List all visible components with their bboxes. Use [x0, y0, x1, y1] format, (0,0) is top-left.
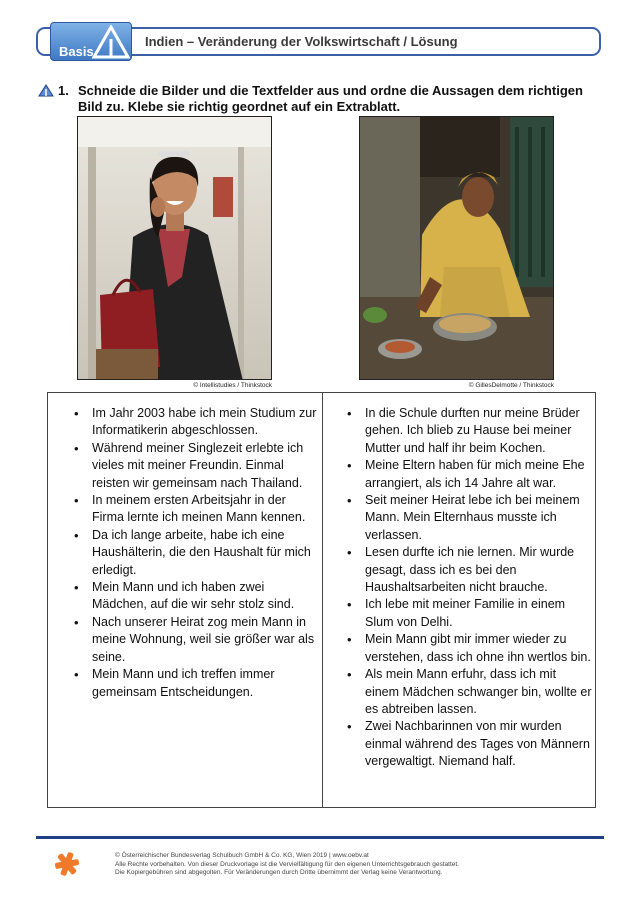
- list-item: • Im Jahr 2003 habe ich mein Studium zur Informatikerin abgeschlossen.: [72, 405, 320, 440]
- oebv-star-logo: [54, 851, 80, 877]
- photo-woman-cooking: [359, 116, 554, 380]
- footer-copyright: [115, 852, 459, 878]
- left-column: [72, 405, 320, 701]
- page-title: Indien – Veränderung der Volkswirtschaft / Lösung: [145, 34, 458, 49]
- statements-table: [47, 392, 596, 808]
- photo-credit: © Intellistudies / Thinkstock: [193, 382, 272, 389]
- badge-triangle-icon: [92, 25, 130, 59]
- badge-label: Basis: [59, 44, 94, 59]
- photo-credit: © GillesDelmotte / Thinkstock: [468, 382, 554, 389]
- list-item: • Mein Mann und ich haben zwei Mädchen, auf die wir sehr stolz sind.: [72, 579, 320, 614]
- list-item: • Ich lebe mit meiner Familie in einem Slum von Delhi.: [345, 596, 593, 631]
- footer-line: Die Kopiergebühren sind abgegolten. Für Veränderungen durch Dritte übernimmt der Verlag keine Verantwortung.: [115, 869, 443, 877]
- list-item: • Da ich lange arbeite, habe ich eine Haushälterin, die den Haushalt für mich erledigt.: [72, 527, 320, 579]
- footer-rule: [36, 836, 604, 839]
- list-item: • Als mein Mann erfuhr, dass ich mit einem Mädchen schwanger bin, wollte er es abtreiben lassen.: [345, 666, 593, 718]
- list-item: • Seit meiner Heirat lebe ich bei meinem Mann. Mein Elternhaus musste ich verlassen.: [345, 492, 593, 544]
- footer-line: Alle Rechte vorbehalten. Von dieser Druckvorlage ist die Vervielfältigung für den eigenen Unterrichtsgebrauch gestattet.: [115, 860, 459, 868]
- list-item: • Meine Eltern haben für mich meine Ehe arrangiert, als ich 14 Jahre alt war.: [345, 457, 593, 492]
- list-item: • Mein Mann und ich treffen immer gemeinsam Entscheidungen.: [72, 666, 320, 701]
- task-instruction: Schneide die Bilder und die Textfelder aus und ordne die Aussagen dem richtigen Bild zu. Klebe sie richtig geordnet auf ein Extrablatt.: [78, 83, 583, 114]
- list-item: • Nach unserer Heirat zog mein Mann in meine Wohnung, weil sie größer war als seine.: [72, 614, 320, 666]
- right-column: [345, 405, 593, 771]
- list-item: • In die Schule durften nur meine Brüder gehen. Ich blieb zu Hause bei meiner Mutter und half ihr beim Kochen.: [345, 405, 593, 457]
- list-item: • Während meiner Singlezeit erlebte ich vieles mit meiner Freundin. Einmal reisten wir gemeinsam nach Thailand.: [72, 440, 320, 492]
- photo-businesswoman: [77, 116, 272, 380]
- list-item: • Lesen durfte ich nie lernen. Mir wurde gesagt, dass ich es bei den Haushaltsarbeiten nicht brauche.: [345, 544, 593, 596]
- footer-line: © Österreichischer Bundesverlag Schulbuch GmbH & Co. KG, Wien 2019 | www.oebv.at: [115, 852, 369, 859]
- task-number: 1.: [58, 83, 69, 98]
- list-item: • Mein Mann gibt mir immer wieder zu verstehen, dass ich ohne ihn wertlos bin.: [345, 631, 593, 666]
- column-divider: [322, 393, 323, 807]
- list-item: • Zwei Nachbarinnen von mir wurden einmal während des Tages von Männern vergewaltigt. Niemand half.: [345, 718, 593, 770]
- triangle-level-icon: [38, 84, 54, 97]
- list-item: • In meinem ersten Arbeitsjahr in der Firma lernte ich meinen Mann kennen.: [72, 492, 320, 527]
